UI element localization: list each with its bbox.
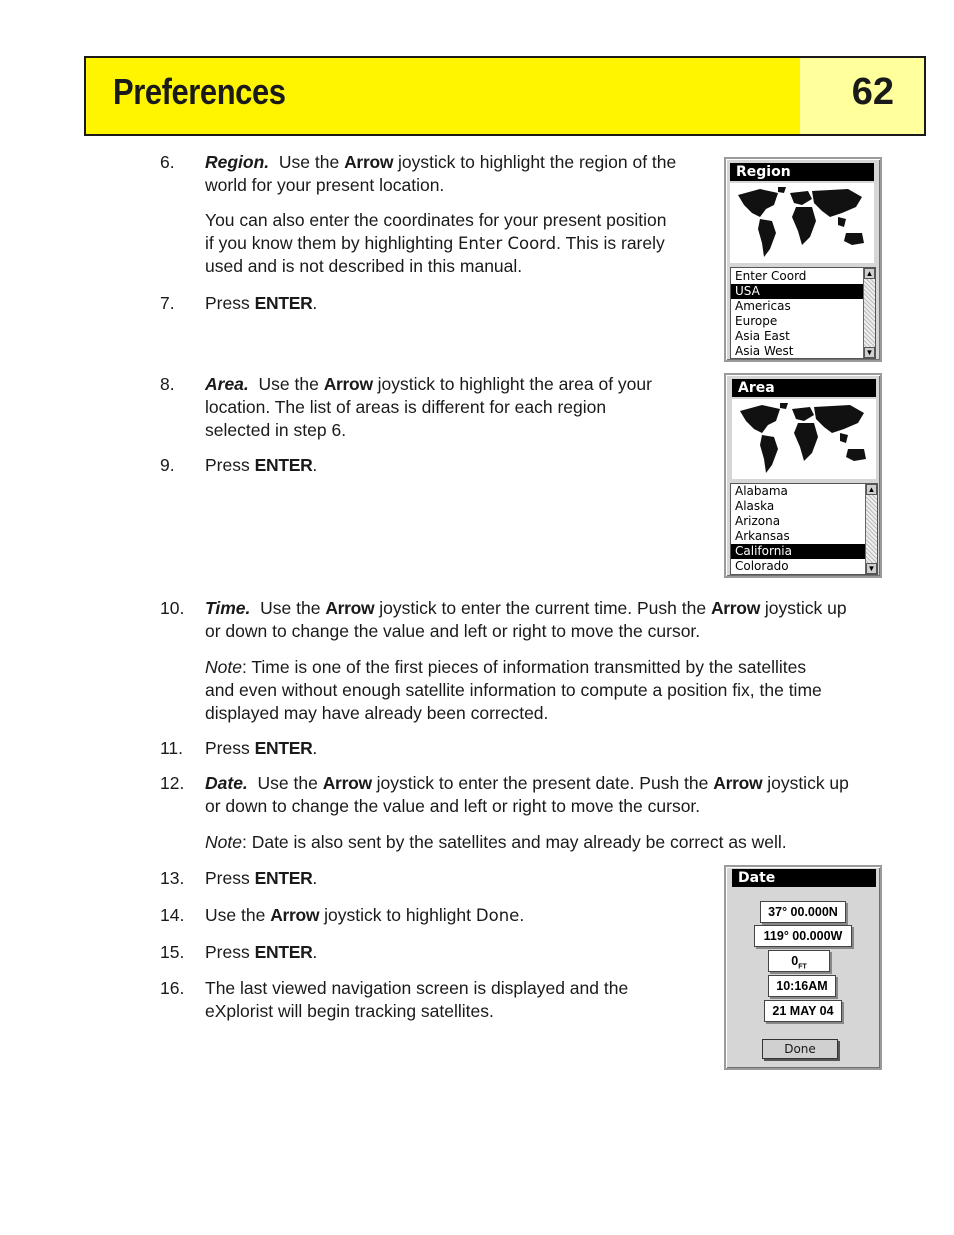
arrow-keyword: Arrow <box>322 773 372 793</box>
enter-keyword: ENTER <box>254 868 313 888</box>
enter-coord-label: Enter Coord <box>457 234 557 253</box>
text: used and is not described in this manual. <box>205 256 523 276</box>
step-11 <box>160 737 460 761</box>
step-number: 12. <box>160 773 185 793</box>
text: world for your present location. <box>205 175 445 195</box>
text: . <box>312 942 318 962</box>
term-date: Date. <box>205 773 248 793</box>
step-text <box>205 151 725 197</box>
scroll-up-icon[interactable]: ▲ <box>867 485 876 494</box>
step-text <box>205 977 685 1023</box>
text: . This is rarely <box>556 233 665 253</box>
text: joystick to highlight <box>324 905 472 925</box>
text: Use the <box>205 905 266 925</box>
scroll-down-icon[interactable]: ▼ <box>865 348 874 357</box>
header-page-box <box>800 58 924 134</box>
step-number: 8. <box>160 374 175 394</box>
step-text <box>205 597 905 643</box>
area-list-items <box>731 484 865 574</box>
region-screen <box>724 157 882 362</box>
date-field[interactable]: 21 MAY 04 <box>764 1000 842 1022</box>
list-item[interactable]: Enter Coord <box>735 269 807 283</box>
done-label: Done <box>475 906 520 925</box>
world-map-icon <box>730 183 874 263</box>
text: . <box>312 455 318 475</box>
step-text <box>205 454 317 477</box>
scroll-up-icon[interactable]: ▲ <box>865 269 874 278</box>
term-region: Region. <box>205 152 270 172</box>
step-number: 14. <box>160 905 185 925</box>
step-7 <box>160 292 460 316</box>
step-text <box>205 772 905 818</box>
time-field[interactable]: 10:16AM <box>768 975 836 997</box>
step-text <box>205 867 317 890</box>
altitude-field[interactable] <box>768 950 830 972</box>
step-10 <box>160 597 900 647</box>
region-scrollbar[interactable] <box>863 268 875 358</box>
step-number: 10. <box>160 598 185 618</box>
page-title: Preferences <box>113 71 286 112</box>
step-number: 7. <box>160 293 175 313</box>
step-number: 6. <box>160 152 175 172</box>
area-screen <box>724 373 882 578</box>
text: Press <box>205 868 250 888</box>
step-9 <box>160 454 460 478</box>
list-item[interactable]: Arizona <box>735 514 781 528</box>
term-area: Area. <box>205 374 249 394</box>
arrow-keyword: Arrow <box>713 773 763 793</box>
text: joystick to enter the present date. Push the <box>376 773 709 793</box>
list-item[interactable]: Asia West <box>735 344 794 358</box>
enter-keyword: ENTER <box>254 738 313 758</box>
text: You can also enter the coordinates for your present position <box>205 210 667 230</box>
step-16 <box>160 977 680 1027</box>
step-12-note <box>205 831 905 854</box>
list-item[interactable]: Alabama <box>735 484 788 498</box>
text: Use the <box>257 773 318 793</box>
list-item[interactable]: Americas <box>735 299 791 313</box>
text: joystick to highlight the region of the <box>398 152 677 172</box>
area-list[interactable] <box>730 483 878 575</box>
enter-keyword: ENTER <box>254 293 313 313</box>
text: Press <box>205 738 250 758</box>
screen-title: Date <box>732 869 876 887</box>
text: . <box>312 293 318 313</box>
world-map-icon <box>732 399 876 479</box>
text: Use the <box>278 152 340 172</box>
step-text <box>205 904 645 927</box>
step-6 <box>160 151 720 201</box>
list-item[interactable]: Asia East <box>735 329 790 343</box>
list-item[interactable]: Europe <box>735 314 778 328</box>
region-list[interactable] <box>730 267 876 359</box>
step-10-note <box>205 656 905 725</box>
page-header <box>84 56 926 136</box>
altitude-unit: FT <box>798 963 807 971</box>
step-15 <box>160 941 460 965</box>
arrow-keyword: Arrow <box>270 905 320 925</box>
list-item[interactable]: California <box>731 544 865 559</box>
step-number: 16. <box>160 978 185 998</box>
latitude-field[interactable]: 37° 00.000N <box>760 901 846 923</box>
step-13 <box>160 867 460 891</box>
arrow-keyword: Arrow <box>325 598 375 618</box>
page-number: 62 <box>851 70 894 113</box>
text: . <box>312 738 318 758</box>
text: joystick to highlight the area of your <box>377 374 652 394</box>
world-map-image <box>730 183 874 263</box>
done-button[interactable]: Done <box>762 1039 838 1059</box>
screen-title: Area <box>732 379 876 397</box>
date-screen <box>724 865 882 1070</box>
text: Use the <box>260 598 321 618</box>
arrow-keyword: Arrow <box>344 152 394 172</box>
text: : Time is one of the first pieces of information transmitted by the satellites <box>241 657 807 677</box>
text: joystick up <box>767 773 849 793</box>
step-number: 13. <box>160 868 185 888</box>
step-text <box>205 292 317 315</box>
enter-keyword: ENTER <box>254 942 313 962</box>
enter-keyword: ENTER <box>254 455 313 475</box>
arrow-keyword: Arrow <box>710 598 761 618</box>
text: displayed may have already been corrected. <box>205 703 549 723</box>
step-8 <box>160 373 700 443</box>
text: joystick up <box>764 598 847 618</box>
text: and even without enough satellite information to compute a position fix, the time <box>205 680 822 700</box>
list-item[interactable]: Alaska <box>735 499 775 513</box>
step-number: 11. <box>160 738 184 758</box>
step-text <box>205 737 317 760</box>
header-title-bar <box>86 58 800 134</box>
text: eXplorist will begin tracking satellites. <box>205 1001 494 1021</box>
list-item[interactable]: Colorado <box>735 559 789 573</box>
text: Press <box>205 942 250 962</box>
text: location. The list of areas is different for each region <box>205 397 607 417</box>
list-item[interactable]: Arkansas <box>735 529 790 543</box>
text: Press <box>205 455 250 475</box>
list-item[interactable]: USA <box>731 284 863 299</box>
text: selected in step 6. <box>205 420 347 440</box>
area-scrollbar[interactable] <box>865 484 877 574</box>
region-list-items <box>731 268 863 359</box>
step-text <box>205 373 705 442</box>
step-14 <box>160 904 640 928</box>
text: : Date is also sent by the satellites and may already be correct as well. <box>241 832 787 852</box>
text: if you know them by highlighting <box>205 233 454 253</box>
note-label: Note <box>205 832 242 852</box>
text: Press <box>205 293 250 313</box>
screen-title: Region <box>730 163 874 181</box>
step-6-paragraph <box>205 209 720 278</box>
text: or down to change the value and left or right to move the cursor. <box>205 621 701 641</box>
altitude-value: 0 <box>791 954 799 968</box>
scroll-down-icon[interactable]: ▼ <box>867 564 876 573</box>
note-label: Note <box>205 657 242 677</box>
text: joystick to enter the current time. Push the <box>379 598 707 618</box>
step-text <box>205 941 317 964</box>
text: The last viewed navigation screen is displayed and the <box>205 978 629 998</box>
step-12 <box>160 772 900 822</box>
text: or down to change the value and left or right to move the cursor. <box>205 796 701 816</box>
text: Use the <box>258 374 319 394</box>
term-time: Time. <box>205 598 251 618</box>
step-number: 9. <box>160 455 175 475</box>
arrow-keyword: Arrow <box>323 374 373 394</box>
world-map-image <box>732 399 876 479</box>
text: . <box>519 905 525 925</box>
step-number: 15. <box>160 942 185 962</box>
longitude-field[interactable]: 119° 00.000W <box>754 925 852 947</box>
text: . <box>312 868 318 888</box>
